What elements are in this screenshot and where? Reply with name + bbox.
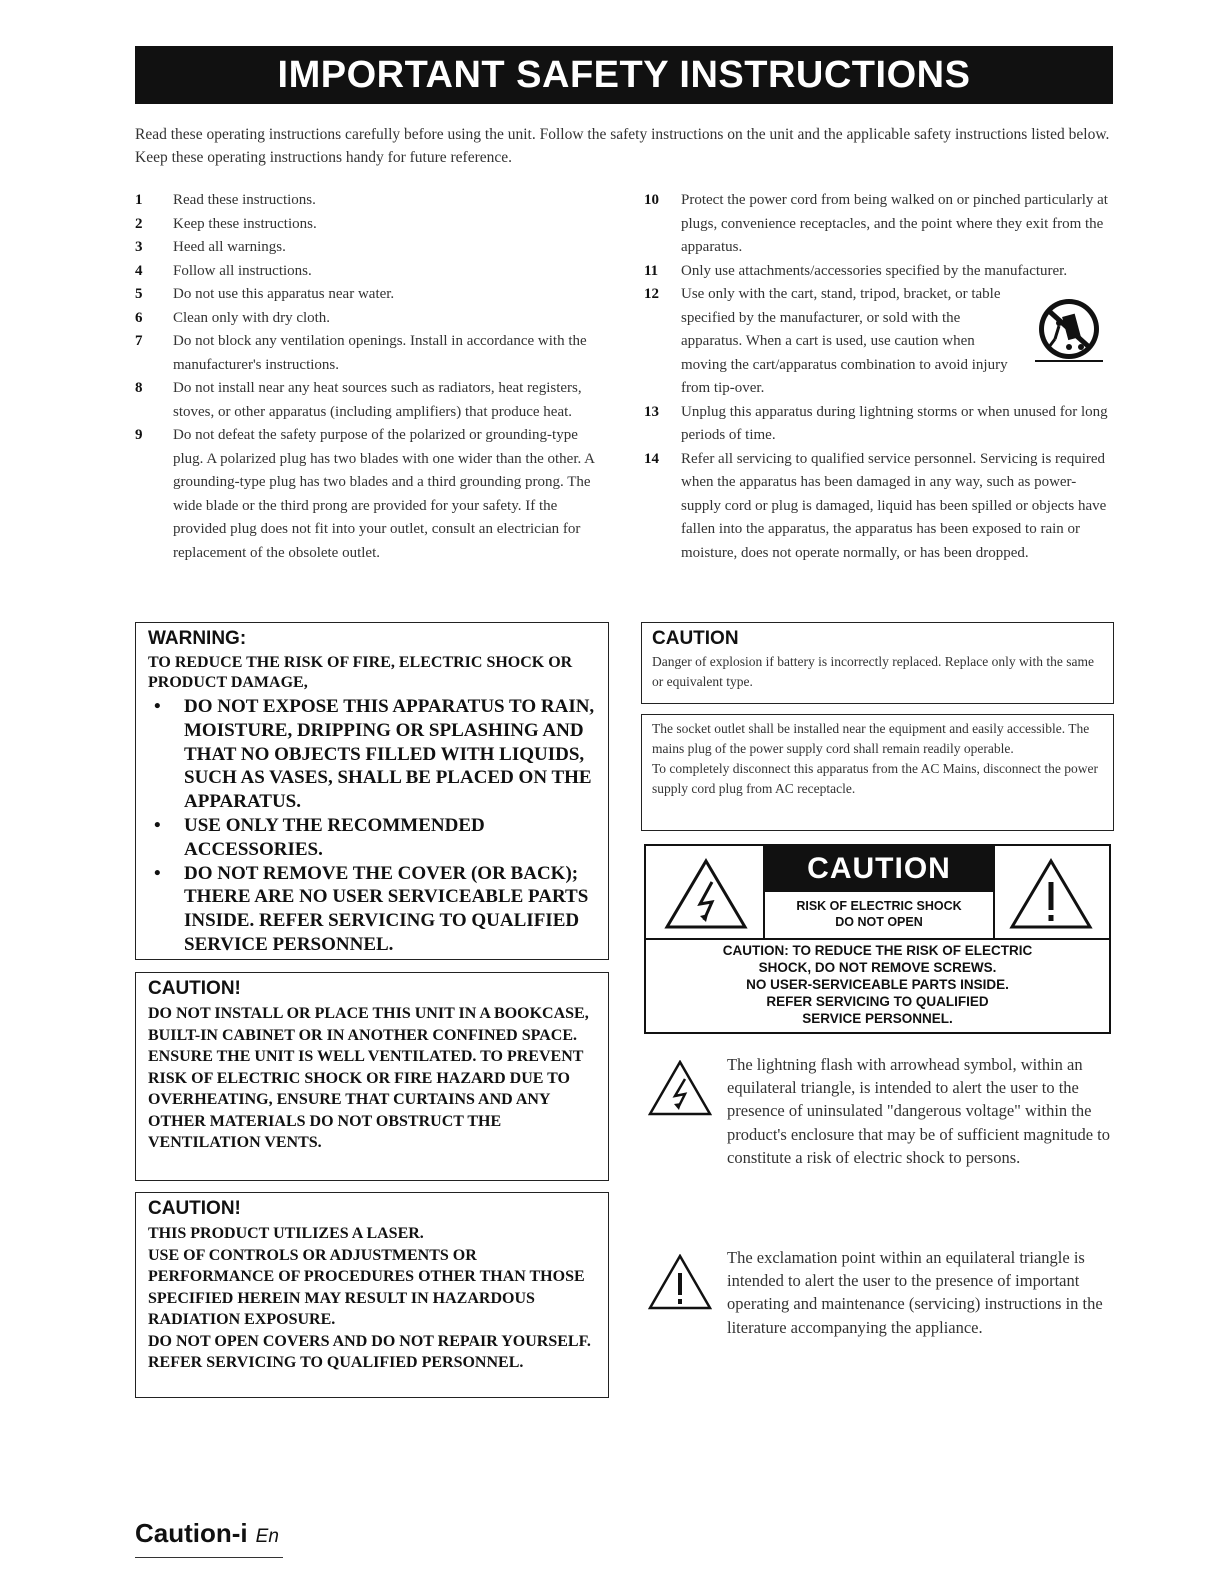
instruction-number: 10 (644, 192, 659, 208)
page-footer (135, 1518, 279, 1549)
footer-label: Caution-i (135, 1518, 248, 1548)
instruction-text: Follow all instructions. (173, 262, 312, 279)
shock-label-body-line: NO USER-SERVICEABLE PARTS INSIDE. (746, 977, 1009, 992)
instruction-item (135, 330, 605, 377)
instruction-number: 9 (135, 427, 143, 443)
instruction-item (644, 283, 1114, 401)
instruction-text: Do not block any ventilation openings. Install in accordance with the manufacturer's instructions. (173, 333, 587, 373)
instruction-text: Do not defeat the safety purpose of the polarized or grounding-type plug. A polarized plug has two blades with one wider than the other. A grounding-type plug has two blades and a third grounding prong. The wide blade or the third prong are provided for your safety. If the provided plug does not fit into your outlet, consult an electrician for replacement of the obsolete outlet. (173, 427, 595, 561)
instruction-number: 3 (135, 239, 143, 255)
instruction-text: Do not install near any heat sources such as radiators, heat registers, stoves, or other apparatus (including amplifiers) that produce heat. (173, 380, 582, 420)
warning-bullet (148, 695, 596, 814)
shock-label-top-row (646, 846, 1109, 940)
instruction-text: Do not use this apparatus near water. (173, 286, 395, 302)
instruction-item (644, 260, 1114, 284)
shock-label-banner: CAUTION (765, 846, 993, 892)
warning-bullet-text: USE ONLY THE RECOMMENDED ACCESSORIES. (184, 814, 485, 860)
instruction-number: 4 (135, 262, 143, 279)
instruction-text: Use only with the cart, stand, tripod, bracket, or table specified by the manufacturer, or sold with the apparatus. When a cart is used, use caution when moving the cart/apparatus combination to avoid injury from tip-over. (681, 286, 1008, 396)
exclamation-triangle-icon (648, 1254, 712, 1310)
shock-label-sub2: DO NOT OPEN (835, 915, 923, 929)
shock-label-body-line: SERVICE PERSONNEL. (802, 1011, 953, 1026)
instructions-list-left (135, 189, 605, 565)
instruction-item (135, 189, 605, 213)
instruction-item (135, 424, 605, 565)
instruction-number: 14 (644, 450, 659, 467)
instruction-item (135, 377, 605, 424)
shock-label-body (646, 942, 1109, 1027)
page-title: IMPORTANT SAFETY INSTRUCTIONS (135, 46, 1113, 104)
caution-ventilation-box (135, 972, 609, 1181)
instruction-text: Heed all warnings. (173, 239, 286, 255)
instruction-item (135, 283, 605, 307)
warning-bullet (148, 814, 596, 862)
instruction-number: 1 (135, 192, 143, 208)
caution-laser-line: THIS PRODUCT UTILIZES A LASER. (148, 1225, 424, 1242)
lightning-triangle-icon (648, 1060, 712, 1116)
instruction-number: 13 (644, 403, 659, 420)
exclamation-triangle-icon (1009, 858, 1093, 930)
instruction-item (644, 401, 1114, 448)
intro-paragraph: Read these operating instructions carefully before using the unit. Follow the safety instructions on the unit and the applicable safety instructions listed below. Keep these operating instructions handy for future reference. (135, 126, 1110, 166)
lightning-explanation-text: The lightning flash with arrowhead symbol, within an equilateral triangle, is intended to alert the user to the presence of uninsulated "dangerous voltage" within the product's enclosure that may be of sufficient magnitude to constitute a risk of electric shock to persons. (727, 1055, 1110, 1167)
shock-label-body-line: REFER SERVICING TO QUALIFIED (766, 994, 989, 1009)
caution-laser-line: USE OF CONTROLS OR ADJUSTMENTS OR PERFORMANCE OF PROCEDURES OTHER THAN THOSE SPECIFIED HEREIN MAY RESULT IN HAZARDOUS RADIATION EXPOSURE. (148, 1246, 585, 1328)
shock-label-body-line: CAUTION: TO REDUCE THE RISK OF ELECTRIC (722, 943, 1033, 958)
shock-label-sub1: RISK OF ELECTRIC SHOCK (796, 899, 962, 913)
footer-underline (135, 1557, 283, 1558)
caution-laser-line: REFER SERVICING TO QUALIFIED PERSONNEL. (148, 1354, 524, 1371)
caution-laser-heading: CAUTION! (148, 1198, 241, 1219)
warning-heading: WARNING: (148, 628, 247, 649)
warning-lead: TO REDUCE THE RISK OF FIRE, ELECTRIC SHOCK OR PRODUCT DAMAGE, (148, 654, 573, 691)
exclamation-explanation-text: The exclamation point within an equilateral triangle is intended to alert the user to the presence of important operating and maintenance (servicing) instructions in the literature accompanying the appliance. (727, 1248, 1103, 1337)
instruction-item (135, 307, 605, 331)
shock-label-body-line: SHOCK, DO NOT REMOVE SCREWS. (758, 960, 997, 975)
instruction-number: 12 (644, 286, 659, 302)
instruction-number: 2 (135, 215, 143, 232)
instruction-text: Clean only with dry cloth. (173, 309, 331, 326)
instruction-item (135, 236, 605, 260)
instruction-number: 6 (135, 309, 143, 326)
footer-lang: En (255, 1526, 279, 1547)
socket-outlet-box (641, 714, 1114, 831)
caution-battery-heading: CAUTION (652, 628, 739, 649)
cart-tipover-icon (1033, 295, 1105, 367)
caution-ventilation-text: DO NOT INSTALL OR PLACE THIS UNIT IN A BOOKCASE, BUILT-IN CABINET OR IN ANOTHER CONFINED SPACE. ENSURE THE UNIT IS WELL VENTILATED. TO PREVENT RISK OF ELECTRIC SHOCK OR FIRE HAZARD DUE TO OVERHEATING, ENSURE THAT CURTAINS AND ANY OTHER MATERIALS DO NOT OBSTRUCT THE VENTILATION VENTS. (148, 1005, 589, 1151)
instruction-text: Only use attachments/accessories specified by the manufacturer. (681, 262, 1068, 279)
warning-box (135, 622, 609, 960)
instruction-number: 8 (135, 380, 143, 396)
instruction-text: Read these instructions. (173, 192, 316, 208)
instruction-item (644, 189, 1114, 260)
instruction-item (135, 260, 605, 284)
instruction-text: Keep these instructions. (173, 215, 317, 232)
caution-laser-box (135, 1192, 609, 1398)
bullet-mark: • (154, 696, 161, 717)
bullet-mark: • (154, 814, 161, 836)
shock-caution-label (644, 844, 1111, 1034)
shock-label-center (763, 846, 995, 938)
instruction-number: 7 (135, 333, 143, 349)
warning-bullets (148, 695, 596, 957)
instruction-item (644, 448, 1114, 566)
instruction-number: 5 (135, 286, 143, 302)
warning-bullet-text: DO NOT REMOVE THE COVER (OR BACK); THERE ARE NO USER SERVICEABLE PARTS INSIDE. REFER SERVICING TO QUALIFIED SERVICE PERSONNEL. (184, 862, 589, 955)
caution-battery-text: Danger of explosion if battery is incorrectly replaced. Replace only with the same or equivalent type. (652, 654, 1094, 689)
warning-bullet (148, 862, 596, 957)
instruction-text: Protect the power cord from being walked on or pinched particularly at plugs, convenience receptacles, and the point where they exit from the apparatus. (681, 192, 1108, 255)
instruction-text: Refer all servicing to qualified service personnel. Servicing is required when the apparatus has been damaged in any way, such as power-supply cord or plug is damaged, liquid has been spilled or objects have fallen into the apparatus, the apparatus has been exposed to rain or moisture, does not operate normally, or has been dropped. (681, 450, 1107, 561)
instruction-number: 11 (644, 262, 659, 279)
caution-battery-box (641, 622, 1114, 704)
lightning-triangle-icon (664, 858, 748, 930)
caution-laser-line: DO NOT OPEN COVERS AND DO NOT REPAIR YOURSELF. (148, 1332, 591, 1350)
bullet-mark: • (154, 862, 161, 884)
warning-bullet-text: DO NOT EXPOSE THIS APPARATUS TO RAIN, MOISTURE, DRIPPING OR SPLASHING AND THAT NO OBJECTS FILLED WITH LIQUIDS, SUCH AS VASES, SHALL BE PLACED ON THE APPARATUS. (184, 696, 595, 813)
instruction-text: Unplug this apparatus during lightning storms or when unused for long periods of time. (681, 403, 1108, 443)
disconnect-text: To completely disconnect this apparatus from the AC Mains, disconnect the power supply cord plug from AC receptacle. (652, 761, 1098, 796)
instructions-list-right (644, 189, 1114, 565)
socket-outlet-text: The socket outlet shall be installed near the equipment and easily accessible. The mains plug of the power supply cord shall remain readily operable. (652, 721, 1090, 756)
caution-ventilation-heading: CAUTION! (148, 978, 241, 999)
instruction-item (135, 213, 605, 237)
